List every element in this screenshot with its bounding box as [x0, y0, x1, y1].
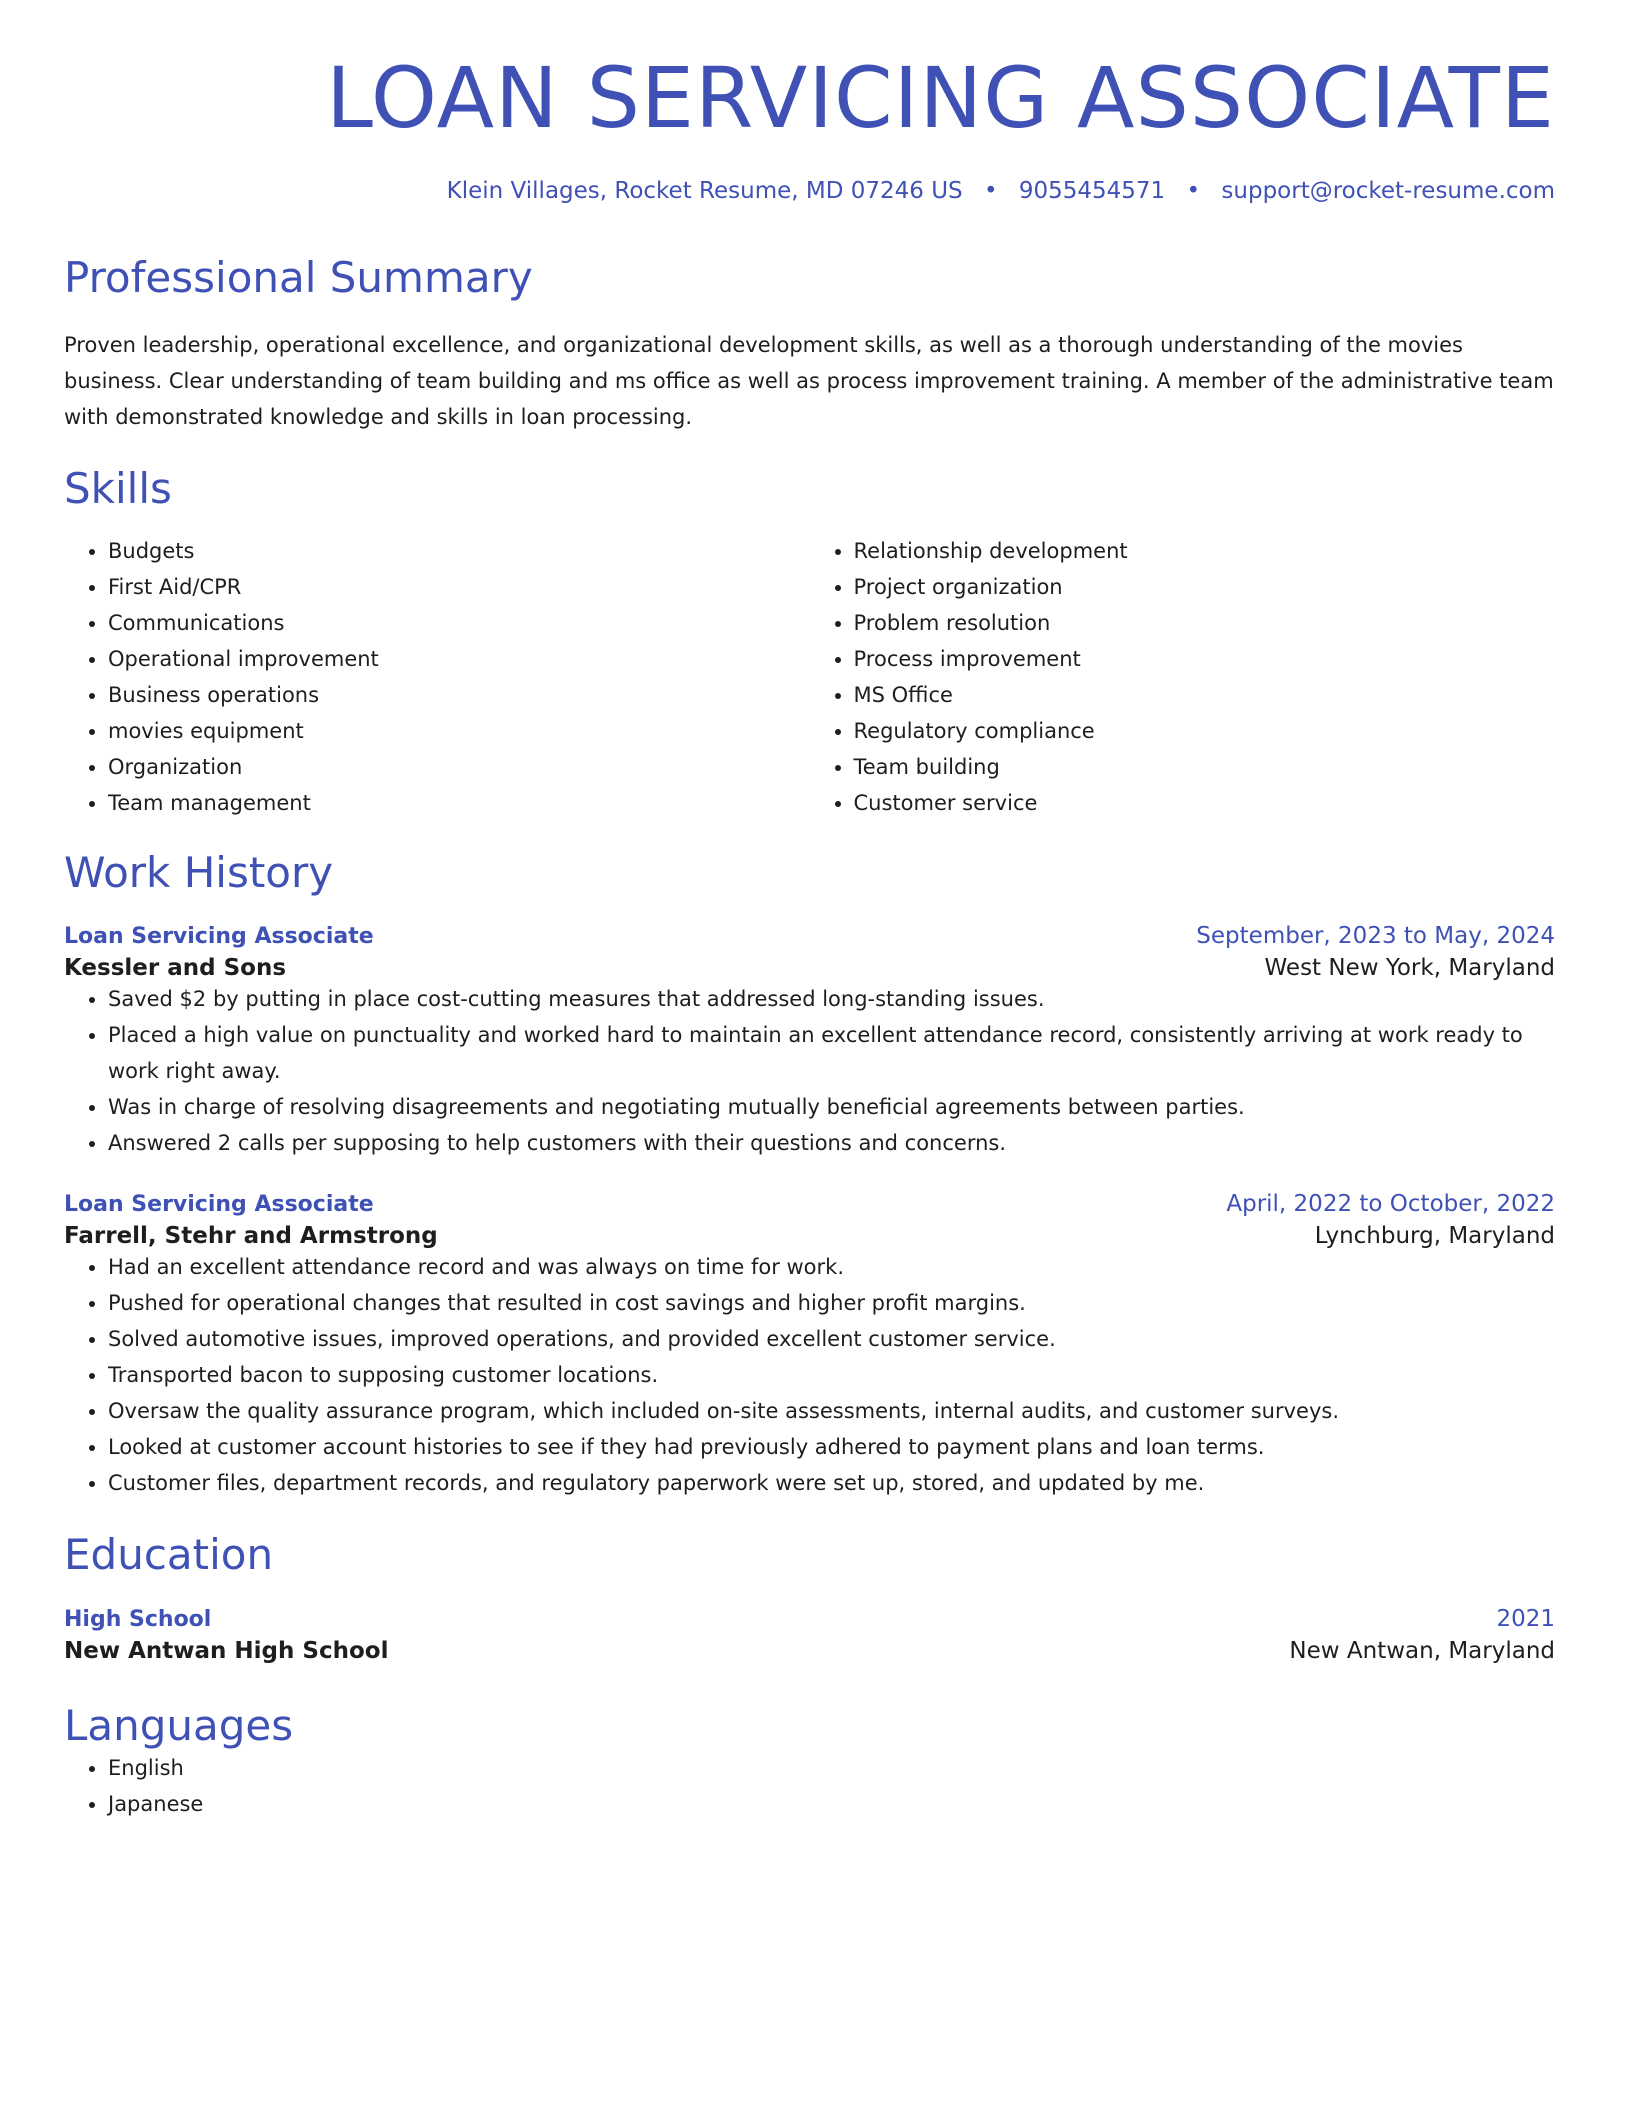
- skill-item: • MS Office: [854, 677, 1556, 713]
- contact-line: [64, 178, 1555, 204]
- contact-separator: •: [983, 178, 998, 205]
- job-bullet: • Was in charge of resolving disagreements and negotiating mutually beneficial agreements between parties.: [108, 1089, 1555, 1125]
- contact-phone[interactable]: 9055454571: [1018, 178, 1166, 205]
- job-bullet: • Answered 2 calls per supposing to help customers with their questions and concerns.: [108, 1125, 1555, 1161]
- skills-columns: [64, 533, 1555, 821]
- education-degree: High School: [64, 1606, 212, 1632]
- skill-item: • Problem resolution: [854, 605, 1556, 641]
- skill-item: • Process improvement: [854, 641, 1556, 677]
- skill-item: • movies equipment: [108, 713, 810, 749]
- job-dates: April, 2022 to October, 2022: [1226, 1191, 1555, 1218]
- job-bullet: • Oversaw the quality assurance program, which included on-site assessments, internal audits, and customer surveys.: [108, 1393, 1555, 1429]
- section-heading-education: Education: [64, 1530, 274, 1580]
- skill-item: • Regulatory compliance: [854, 713, 1556, 749]
- job-location: Lynchburg, Maryland: [1314, 1223, 1555, 1250]
- job-employer: Farrell, Stehr and Armstrong: [64, 1223, 438, 1250]
- resume-page: [64, 0, 1555, 1822]
- skill-item: • Project organization: [854, 569, 1556, 605]
- job-bullet: • Placed a high value on punctuality and worked hard to maintain an excellent attendance record, consistently arriving at work ready to work right away.: [108, 1017, 1555, 1089]
- job-bullet: • Solved automotive issues, improved operations, and provided excellent customer service.: [108, 1321, 1555, 1357]
- section-heading-languages: Languages: [64, 1700, 294, 1750]
- skills-list-right: [810, 533, 1556, 821]
- skill-item: • Business operations: [108, 677, 810, 713]
- contact-separator: •: [1186, 178, 1201, 205]
- job-bullets: [64, 981, 1555, 1161]
- education-entry: [64, 1606, 1555, 1664]
- job-location: West New York, Maryland: [1264, 955, 1555, 982]
- skill-item: • Team building: [854, 749, 1556, 785]
- skill-item: • Relationship development: [854, 533, 1556, 569]
- skill-item: • Organization: [108, 749, 810, 785]
- job-bullet: • Transported bacon to supposing customer locations.: [108, 1357, 1555, 1393]
- section-heading-work-history: Work History: [64, 847, 334, 897]
- job-bullet: • Looked at customer account histories to see if they had previously adhered to payment plans and loan terms.: [108, 1429, 1555, 1465]
- skill-item: • Communications: [108, 605, 810, 641]
- job-bullet: • Pushed for operational changes that resulted in cost savings and higher profit margins.: [108, 1285, 1555, 1321]
- summary-text: Proven leadership, operational excellence, and organizational development skills, as well as a thorough understanding of the movies business. Clear understanding of team building and ms office as well as process improvement training. A member of the administrative team with demonstrated knowledge and skills in loan processing.: [64, 332, 1554, 429]
- skill-item: • Budgets: [108, 533, 810, 569]
- section-heading-skills: Skills: [64, 463, 172, 513]
- languages-list: [64, 1750, 1555, 1822]
- job-title: Loan Servicing Associate: [64, 924, 374, 950]
- section-heading-summary: Professional Summary: [64, 253, 533, 303]
- job-entry: [64, 923, 1555, 1161]
- job-entry: [64, 1191, 1555, 1501]
- job-bullet: • Had an excellent attendance record and was always on time for work.: [108, 1249, 1555, 1285]
- skill-item: • Operational improvement: [108, 641, 810, 677]
- education-location: New Antwan, Maryland: [1289, 1637, 1555, 1664]
- education-school: New Antwan High School: [64, 1637, 389, 1664]
- job-bullets: [64, 1249, 1555, 1501]
- education-year: 2021: [1496, 1605, 1555, 1632]
- job-dates: September, 2023 to May, 2024: [1196, 923, 1555, 950]
- job-employer: Kessler and Sons: [64, 955, 287, 982]
- contact-email[interactable]: support@rocket-resume.com: [1221, 178, 1555, 205]
- skill-item: • Customer service: [854, 785, 1556, 821]
- resume-name: LOAN SERVICING ASSOCIATE: [326, 49, 1555, 147]
- language-item: • Japanese: [108, 1786, 1555, 1822]
- contact-address: Klein Villages, Rocket Resume, MD 07246 US: [446, 178, 963, 205]
- skill-item: • First Aid/CPR: [108, 569, 810, 605]
- job-bullet: • Saved $2 by putting in place cost-cutting measures that addressed long-standing issues.: [108, 981, 1555, 1017]
- language-item: • English: [108, 1750, 1555, 1786]
- skills-list-left: [64, 533, 810, 821]
- job-title: Loan Servicing Associate: [64, 1192, 374, 1218]
- skill-item: • Team management: [108, 785, 810, 821]
- job-bullet: • Customer files, department records, and regulatory paperwork were set up, stored, and updated by me.: [108, 1465, 1555, 1501]
